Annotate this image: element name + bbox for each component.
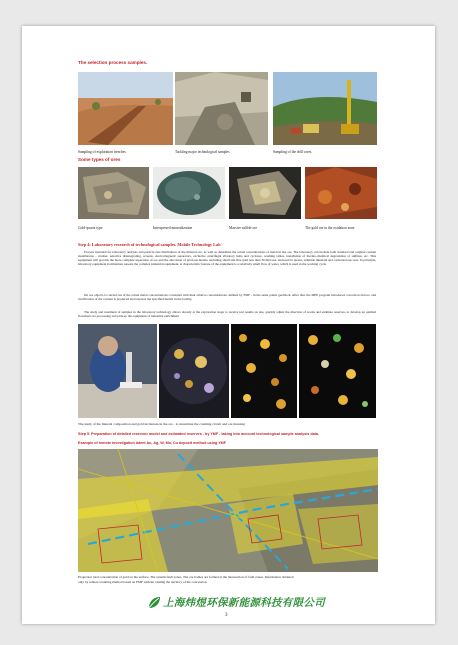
- leaf-logo-icon: [147, 596, 161, 610]
- photo-gold-nuggets-black: [231, 324, 297, 418]
- company-logo: [147, 595, 325, 610]
- section2-heading: Some types of ores: [78, 157, 121, 162]
- photo-massive-sulfide-ore: [229, 167, 301, 219]
- photo-lab-microscope: [78, 324, 157, 418]
- photo-mineral-grains-black: [299, 324, 376, 418]
- step4-caption: The study of the mineral composition and gold inclusions in the ore - to determine the crushing circuit and ore dressing: [78, 422, 245, 426]
- step4-heading: Step 4: Laboratory research of technological samples. Mobile Technology Lab: [78, 242, 221, 247]
- page-number: 3: [225, 613, 228, 618]
- caption-drill-cores: Sampling of the drill cores.: [273, 150, 313, 154]
- photo-oxidation-zone-ore: [305, 167, 377, 219]
- caption-exploration-trenches: Sampling of exploration trenches: [78, 150, 126, 154]
- caption-interspersed-mineralization: Interspersed mineralization: [153, 226, 193, 230]
- remote-investigation-map: [78, 449, 378, 572]
- step4-paragraph-2: On ore objects is carried out of the actual metal concentrations correlated with their relative concentrations, defined by FMF - in the same points geoblock. After that, the MEP program introduced correction factors, and clarification of the content is produced and reserves the specified metals in the facility.: [78, 293, 376, 302]
- photo-gold-quartz-ore: [78, 167, 149, 219]
- caption-massive-sulfide-ore: Massive sulfide ore: [229, 226, 258, 230]
- section1-heading: The selection process samples.: [78, 60, 148, 65]
- document-page: [22, 26, 435, 624]
- caption-technological-samples: Tackling major technological samples: [175, 150, 230, 154]
- photo-technological-samples: [175, 72, 268, 145]
- step5-subheading: Example of remote investigation latent Au, Ag, W, Mo, Cu deposit method using YMF: [78, 441, 226, 445]
- caption-gold-quartz-ore: Gold-quartz type: [78, 226, 103, 230]
- step4-paragraph-3: The study and treatment of samples in the laboratory technology allows already at the exploration stage to receive test results on site, quickly adjust the direction of works and estimate reserves, to develop an optimal flowsheet ore processing and pick up the equipment of industrial enrichment: [78, 310, 376, 319]
- step4-paragraph-1: Process intended for laboratory analysis and particle size distribution of the mineral ore, as well as determine the actual concentrations of metal in the ore. The laboratory can include both standard and original custom installations - crusher, selective disintegrating, screens, electromagnetic separators, exclusive centrifugal vibratory hubs and cyclones, washing tables, installation of thermo-chemical degradation of sulfides, etc. This equipment will provide the more complete separation of ore and the allocation of precious metals, including small and fine gold less than 30 microns, enclosed in quartz, sulphide minerals and carbonaceous ores. In principle, laboratory equipment in miniature repeats the complex industrial equipment. A characteristic feature of the equipment is a relatively small flow of water, which is used in the working cycle.: [78, 250, 376, 267]
- photo-interspersed-mineralization: [153, 167, 225, 219]
- step5-heading: Step 5. Preparation of detailed reservoir model and estimated reserves - by YMF - taking into account technological sample analysis data.: [78, 432, 319, 436]
- caption-oxidation-zone-ore: The gold ore in the oxidation zone: [305, 226, 355, 230]
- step5-caption-line2: only by remote scanning method based on FMF without visiting the territory of the concession.: [78, 580, 208, 584]
- photo-exploration-trenches: [78, 72, 173, 145]
- photo-drill-cores: [273, 72, 377, 145]
- step5-caption-line1: Projection total concentration of gold on the surface. The system fault zones. The ore bodies are formed at the intersection of fault zones. Information obtained: [78, 575, 294, 579]
- photo-gold-grains-dish: [159, 324, 229, 418]
- company-name: 上海炜煜环保新能源科技有限公司: [163, 597, 325, 609]
